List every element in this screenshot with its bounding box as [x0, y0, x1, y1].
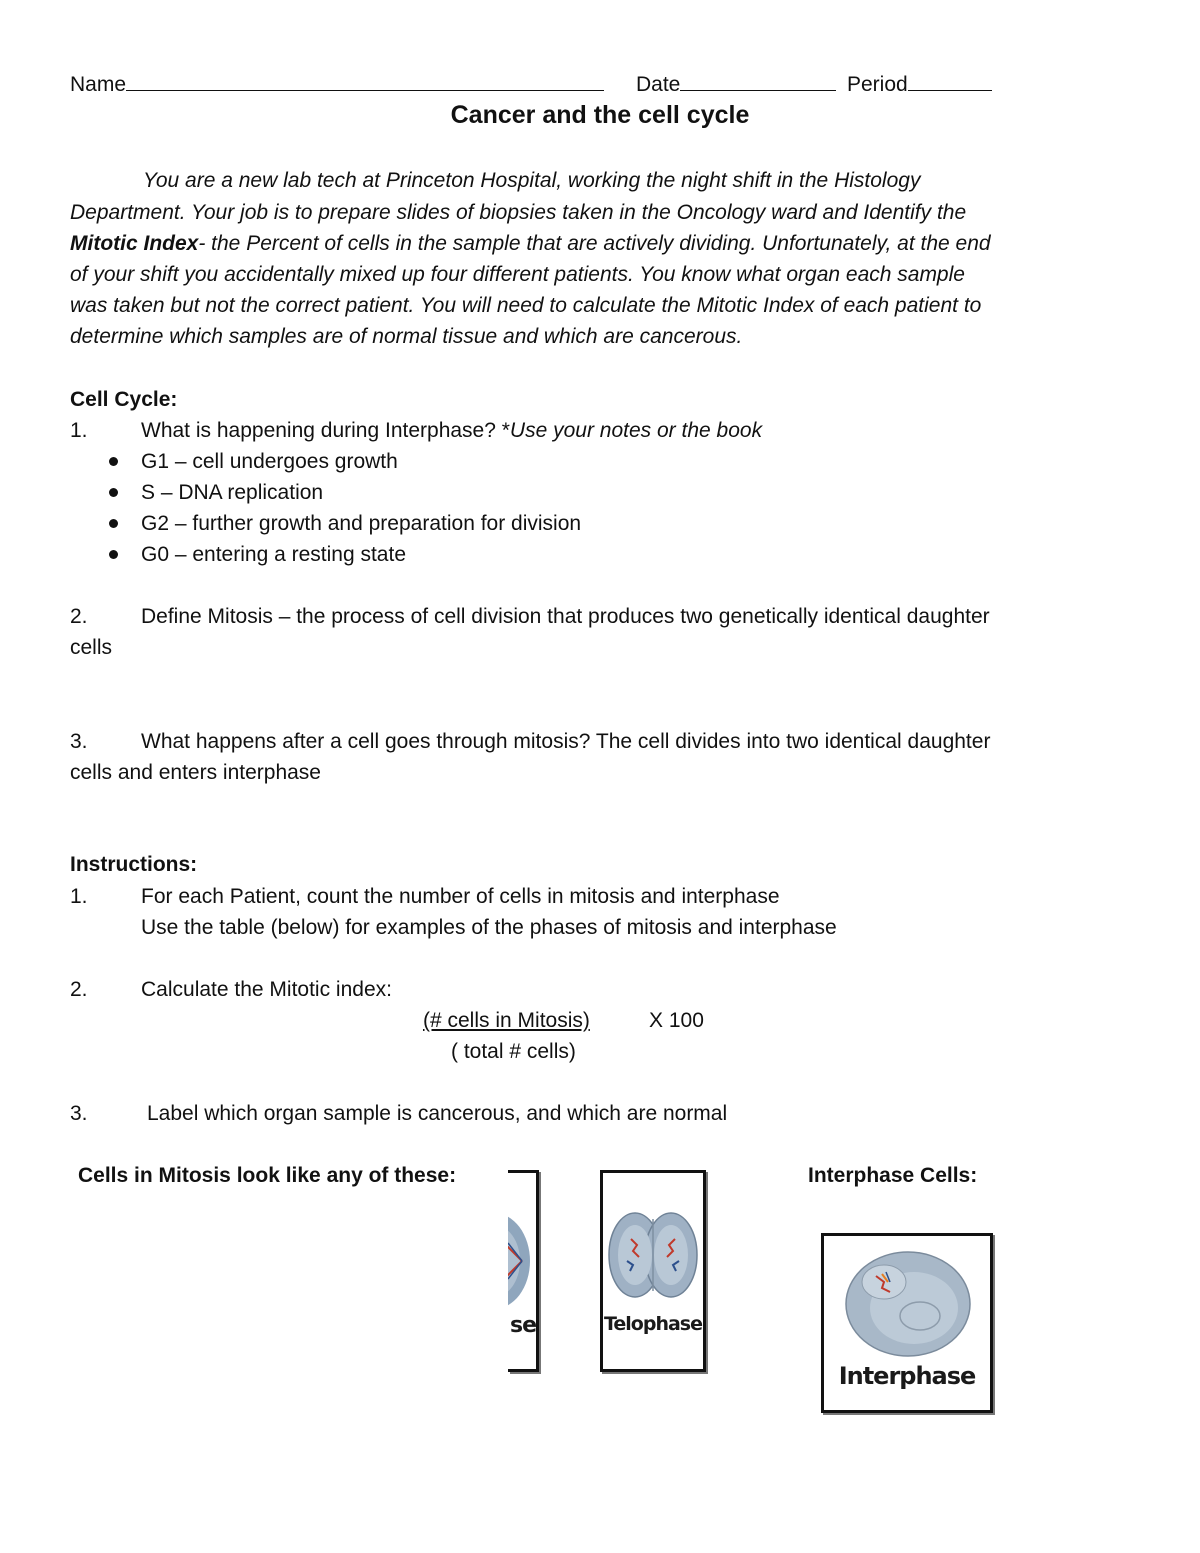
- name-label: Name: [70, 73, 127, 96]
- phase-label: Telophase: [603, 1313, 703, 1335]
- bullet-icon: [109, 488, 118, 497]
- mitosis-caption: Cells in Mitosis look like any of these:: [78, 1164, 457, 1187]
- mitotic-index-term: Mitotic Index: [70, 232, 199, 255]
- intro-line: of your shift you accidentally mixed up four different patients. You know what organ each sample: [70, 263, 965, 286]
- intro-line: [70, 232, 991, 256]
- formula-denominator: ( total # cells): [451, 1040, 576, 1063]
- list-item: G2 – further growth and preparation for division: [141, 512, 582, 535]
- question-number: 2.: [70, 605, 88, 628]
- telophase-card: [600, 1170, 706, 1372]
- question-1-hint: Use your notes or the book: [509, 419, 763, 442]
- cell-cycle-heading: Cell Cycle:: [70, 388, 178, 411]
- formula-multiplier: X 100: [649, 1009, 704, 1032]
- question-2-line: Define Mitosis – the process of cell division that produces two genetically identical daughter: [141, 605, 990, 628]
- question-number: 1.: [70, 419, 88, 442]
- question-3-line: What happens after a cell goes through mitosis? The cell divides into two identical daughter: [141, 730, 991, 753]
- name-field[interactable]: [70, 72, 604, 97]
- date-blank[interactable]: [680, 72, 836, 91]
- question-3-line: cells and enters interphase: [70, 761, 321, 784]
- intro-line: determine which samples are of normal tissue and which are cancerous.: [70, 325, 743, 348]
- date-label: Date: [636, 73, 681, 96]
- mitosis-phase-card-partial: [508, 1170, 539, 1372]
- intro-line: You are a new lab tech at Princeton Hospital, working the night shift in the Histology: [143, 169, 921, 192]
- list-item: S – DNA replication: [141, 481, 324, 504]
- telophase-cell-image: [603, 1173, 703, 1369]
- list-item: G0 – entering a resting state: [141, 543, 406, 566]
- instruction-2-text: Calculate the Mitotic index:: [141, 978, 392, 1001]
- instruction-number: 2.: [70, 978, 88, 1001]
- question-number: 3.: [70, 730, 88, 753]
- date-field[interactable]: [636, 72, 836, 97]
- instructions-heading: Instructions:: [70, 853, 198, 876]
- question-1-text: What is happening during Interphase? *: [141, 419, 510, 442]
- instruction-3-text: Label which organ sample is cancerous, and which are normal: [147, 1102, 728, 1125]
- cell-image: [508, 1173, 536, 1369]
- formula-numerator: (# cells in Mitosis): [423, 1009, 590, 1032]
- list-item: G1 – cell undergoes growth: [141, 450, 398, 473]
- bullet-icon: [109, 550, 118, 559]
- name-blank[interactable]: [126, 72, 604, 91]
- bullet-icon: [109, 457, 118, 466]
- intro-line: Department. Your job is to prepare slides of biopsies taken in the Oncology ward and Identify the: [70, 201, 967, 224]
- instruction-1-line: Use the table (below) for examples of the phases of mitosis and interphase: [141, 916, 837, 939]
- period-field[interactable]: [847, 72, 992, 97]
- bullet-icon: [109, 519, 118, 528]
- question-1: [141, 419, 762, 443]
- phase-label: se: [510, 1313, 537, 1338]
- page-title: Cancer and the cell cycle: [450, 101, 750, 129]
- question-2-line: cells: [70, 636, 113, 659]
- intro-line: was taken but not the correct patient. You will need to calculate the Mitotic Index of each patient to: [70, 294, 982, 317]
- instruction-number: 3.: [70, 1102, 88, 1125]
- period-blank[interactable]: [908, 72, 992, 91]
- interphase-caption: Interphase Cells:: [808, 1164, 978, 1187]
- instruction-1-line: For each Patient, count the number of cells in mitosis and interphase: [141, 885, 780, 908]
- interphase-card: [821, 1233, 993, 1413]
- period-label: Period: [847, 73, 908, 96]
- intro-line-rest: - the Percent of cells in the sample that are actively dividing. Unfortunately, at the end: [198, 232, 991, 255]
- instruction-number: 1.: [70, 885, 88, 908]
- phase-label: Interphase: [838, 1362, 976, 1390]
